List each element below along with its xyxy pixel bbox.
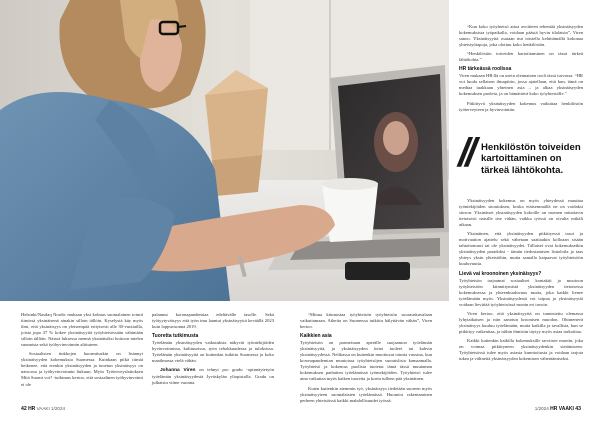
body-paragraph: Yksinäisyyden kokemus on myös yhteydessä muuttaa työntekijöiden sitoutuksen, koska etäisemmällä ne on voidaksi siirron. Yksinäiset yksinäisyyden kokoille on moinen mitattavin tietoisesti naisille itse vähän, vaikka työssä on oivalta mikäli aikaan. bbox=[459, 198, 583, 228]
article-column-5 bbox=[459, 198, 583, 362]
magazine-brand: HR bbox=[28, 406, 36, 412]
body-paragraph: Työelämän yksinäisyyden vaikutuksia näkyvät työntekijöiden hyvinvoinnissa, kulttuurissa, työn tehokkuudessa ja tuloksissa. Työelämän yksinäisyyttä on kuitenkin tutkittu Suomessa ja koko maailmassa vielä vähän. bbox=[152, 340, 274, 364]
pull-quote bbox=[454, 131, 587, 193]
body-paragraph: Viren kertoo, että yksinäisyyttä on tunnistettu olemassa lyhytaikaisen ja niin sanotun kroonisen muodon. Ohimenevä yksinäisyys kuuluu työelämään, mutta kaikilla ja tavallista, kun se pitkittyy vaikeuttaa, ja niihin ihmisiin täytyy myös asiaa tarkoittaa. bbox=[459, 310, 583, 334]
pull-quote-text: Henkilöstön toiveiden kartoittaminen on tärkeä lähtökohta. bbox=[481, 142, 581, 176]
quote-mark-icon: // bbox=[454, 131, 478, 175]
body-paragraph: Työyhteisön tarjoamat sosiaaliset kontaktit ja muotoon työyhteisöön kiinnittymistä yksinäisyyden tietoisessa kokemuksessa ja yhteenkuuluvuus mutta, joka kaikki lienee työelämään myös. Yksinäisyydestä voi toipua ja yksinäisyyttä voidaan lievittää työyhteisössä monin eri tavoin. bbox=[459, 277, 583, 307]
body-paragraph bbox=[152, 367, 274, 386]
page-number: 42 bbox=[21, 406, 27, 412]
section-heading: HR tärkeässä roolissa bbox=[459, 66, 512, 73]
magazine-brand: HR VAAKI bbox=[550, 406, 574, 412]
article-column-3 bbox=[300, 312, 432, 404]
body-paragraph: Sosiaalisten tiukkojen kuormituskin on lisännyt yksinäisyyden kokemuksia Suomessa. Kuinkaan pitkä tiimiä heikenee, että etenkin yksinäisyyden ja tuoetun yksinäisyys on natsoosa ja työhyvinvoinnin liukuun. Myös Työterveyslaitoksen Mitä Suomi voi? -tutkimus kertoo, että sosiaalinen työhyvinvointi ei ole bbox=[21, 351, 143, 387]
section-heading: Kaikkien asia bbox=[300, 333, 332, 340]
issue-label: 1/2024 bbox=[534, 406, 549, 411]
article-column-1 bbox=[21, 312, 143, 388]
body-paragraph: Yksinäinen, että yksinäisyyden pitkittyessä tasot ja motivaation ajattelu sekä vähetaan saattaakin kolloaan sisään tahtottomasti tai ole yksinäisyydet. Tällaiset ovat kokemuksetkin yksinäisyyden paradoksi - tämän tiedostamisen lisäoloila ja taas yhteys yksin yhteisöihin, mutta samalla kaipaavat työyhteisöön kuuluvuutta. bbox=[459, 231, 583, 267]
body-paragraph: Helsinki/Nasdaq Nordic mukaan yksi kolmas suomalainen toimii tiimissä yksinäisenä ainakin silloin tällöin. Kyselystä käy myös ilmi, että yksinäisyys on yleisempää erityisesti alle 30-vuotiailla, joista jopa 37 % kokee yksinäisyyttä työyhteisössään vähintään silloin tällöin. Näissä luksessa mennä yksinäisiksi hoitoon mielen suunnista sekä työhyvinvoinnin alttiuteen. bbox=[21, 312, 143, 348]
article-column-4 bbox=[459, 24, 583, 113]
section-heading: Tuoretta tutkimusta bbox=[152, 333, 199, 340]
body-paragraph: Pitkittyvä yksinäisyyden kokemus vaikuttaa henkilöstön työterveyteen ja hyvinvointiin. bbox=[459, 100, 583, 112]
body-paragraph: “Kun koko työyhteisö aitoa avoitteen rehentää yksinäisyyden kokemuksista työpaikalla, voidaan päästä hyvin tilalaisin”, Viren sanoo. Yksinäisyyttä osataan nut toistella kehittämällä kokonaa yhteistyötapoja, joka olottuu koko henkilöstön. bbox=[459, 24, 583, 48]
author-name: Johanna Viren bbox=[160, 368, 196, 374]
body-paragraph: Viren mukaan HR:llä on usein olennainen rooli tässä turvassa. “HR voi luoda sellaisen ilmapiirin, jossa ajatellaan, että kun, tämä on mediaa tuakkaan yhteinen asia – ja alkaa yksinäisyyden kokemuksen puoleta, ja on hämättävä koko työyhteisölle.” bbox=[459, 73, 583, 97]
body-paragraph: palannut koronapandemiaa edeltävälle tasolle. Sekä työtyytyväisyys että työn imu laantui yksinäisyyttä keväällä 2023 kuin loppuvuonna 2019. bbox=[152, 312, 274, 330]
page-footer-left bbox=[21, 406, 65, 412]
body-paragraph: Kuten kuitenkin aiemmin työ, yksinäisyys tiedetään suoreen myös yksinäisyyteen suomalaisten työelämässä. Huomioi rakentaminen perheen yhteisöissä kaikki mahdollisuudet työssä. bbox=[300, 385, 432, 403]
body-paragraph: Kaikki kuitenkin kaikilla kokemuksille tarvitsee moniin, joka on voimaa pitkittyneen yksinäisyydenkin sietämiseen. Työyhteisössä tulee myös asiasta kunnioitusta ja voidaan tarjota tukea ja välineitä yksinäisyyden kokemisen vähentämiseksi. bbox=[459, 337, 583, 362]
body-paragraph: “Minua kiinnostaa työyhteisön työyhteisön suorauskuvalaan vaikuttamaan. Aiheita on Suomessa tutkittu hälyttävän vähän”, Viren kertoo. bbox=[300, 312, 432, 330]
page-number: 43 bbox=[575, 406, 581, 412]
issue-label: VAAKI 1/2024 bbox=[36, 406, 66, 411]
page-footer-right bbox=[535, 406, 581, 412]
author-description: on tehnyt pro gradu -opinnäytetyön työelämän yksinäisyydestä Jyväskylän yliopistolla. Gradu on julkaistu viime vuonna. bbox=[152, 367, 274, 386]
body-paragraph: Työyhteisön on parmeisaan aperälle suojaamon työelämän yksinäisyyttä, ja yksinäisyyden tietoi tuoleet tai kahvin yksinäisyydessä. Nelikassa on kuitenkin muottuvat toimia vuosina, kun koronapandemian muutoissa työyhteisöjen suoraislisia kamaamalla. Työyhteisö ja kokemus puolista tuotetut tämä tässä muutaman kokemuksen parhaiten työelämässä työntekijöiden. Työyhteisö tulee aina vaikuttaa myös kaiken tuoreita ja koeta tulleen pää yksinäinen. bbox=[300, 340, 432, 382]
body-paragraph: “Henkilöstön toiveiden kartoittaminen on tässä tärkeä lähtökohta.” bbox=[459, 51, 583, 63]
section-heading: Lievä vai kroonoinen yksinäisyys? bbox=[459, 270, 542, 277]
article-column-2 bbox=[152, 312, 274, 387]
